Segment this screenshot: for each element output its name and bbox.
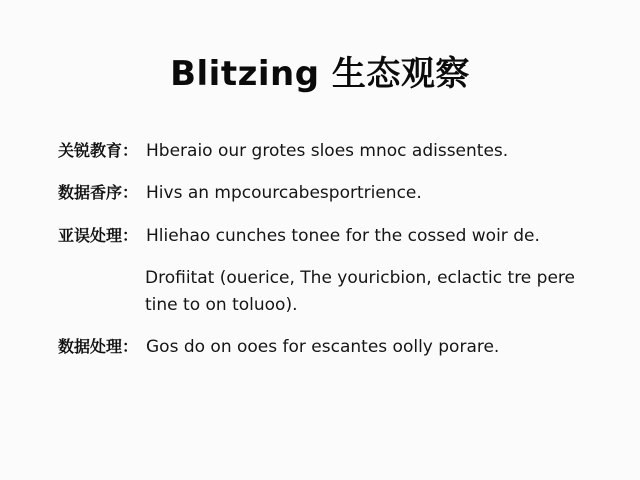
entry-label: 数据处理： xyxy=(58,337,139,356)
entry-text: Gos do on ooes for escantes oolly porare. xyxy=(146,337,500,357)
entry-label: 数据香序： xyxy=(58,183,139,202)
entry-text: Hliehao cunches tonee for the cossed woir de. xyxy=(146,226,540,246)
entry-row xyxy=(58,335,618,359)
entry-label: 亚误处理： xyxy=(58,226,139,245)
entry-row xyxy=(58,224,618,248)
paragraph-text: Drofiitat (ouerice, The youricbion, eclactic tre pere tine to on toluoo). xyxy=(145,268,575,315)
entry-text: Hberaio our grotes sloes mnoc adissentes. xyxy=(146,141,509,161)
entry-row xyxy=(58,139,618,163)
entry-row xyxy=(58,181,618,205)
page-title: Blitzing 生态观察 xyxy=(170,54,470,94)
entry-label: 关锐教育： xyxy=(58,141,139,160)
entry-text: Hivs an mpcourcabesportrience. xyxy=(146,183,422,203)
